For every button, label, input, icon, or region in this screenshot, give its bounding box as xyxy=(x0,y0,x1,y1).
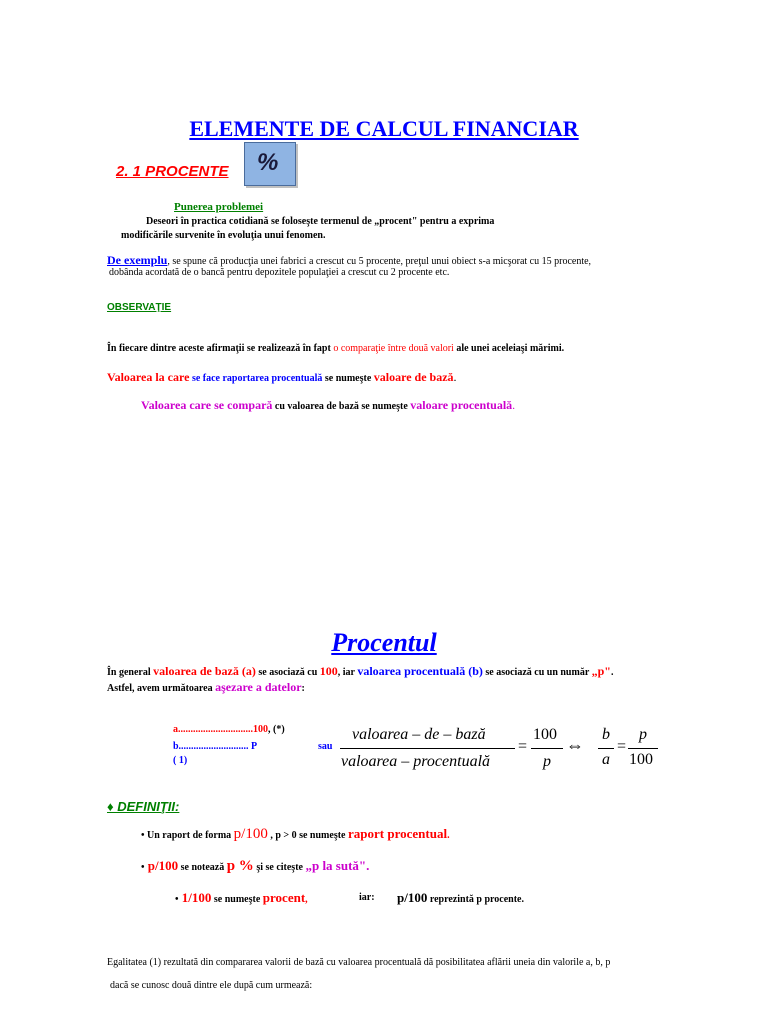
general-9: . xyxy=(610,667,614,678)
base-text-5: . xyxy=(453,370,457,384)
a-denominator: a xyxy=(602,751,610,768)
def2-formula: p/100 xyxy=(144,858,179,873)
p100-bar xyxy=(628,748,658,749)
row-a-dots: a.............................. xyxy=(173,724,253,735)
equation-label: ( 1) xyxy=(173,755,188,766)
observatie-heading: OBSERVAŢIE xyxy=(107,302,172,313)
hundred-denominator: 100 xyxy=(629,751,653,768)
definitii-heading: ♦ DEFINIŢII: xyxy=(107,799,180,814)
obs-line xyxy=(107,343,564,354)
fraction-denominator: valoarea – procentuală xyxy=(341,753,491,770)
pct-text-1: Valoarea care se compară xyxy=(141,398,273,412)
def3-text-7: reprezintă p procente. xyxy=(427,894,524,905)
fraction-numerator: valoarea – de – bază xyxy=(352,726,486,743)
definition-2 xyxy=(141,858,369,875)
def2-text-5: se citeşte xyxy=(262,862,306,873)
row-a-tail: , (*) xyxy=(268,724,285,735)
general-7: se asociază cu un număr xyxy=(482,667,592,678)
pct-text-4: . xyxy=(512,398,516,412)
def1-term: raport procentual xyxy=(348,826,448,841)
pct-text-2: cu valoarea de bază se numeşte xyxy=(272,401,411,412)
procentul-heading: Procentul xyxy=(331,628,437,657)
def3-formula: 1/100 xyxy=(178,890,212,905)
astfel-2: aşezare a datelor xyxy=(215,680,302,694)
equals-sign: = xyxy=(518,738,528,755)
intro-line2: modificările survenite în evoluţia unui fenomen. xyxy=(121,230,326,241)
bullet: • xyxy=(141,830,145,841)
astfel-3: : xyxy=(301,683,305,694)
equals-sign-2: = xyxy=(617,738,627,755)
base-line xyxy=(107,370,457,385)
base-text-1: Valoarea la care xyxy=(107,370,190,384)
example-text: , se spune că producţia unei fabrici a crescut cu 5 procente, preţul unui obiect s-a micşorat cu 15 procente, xyxy=(167,256,592,267)
general-5: , iar xyxy=(337,667,358,678)
base-text-4: valoare de bază xyxy=(373,370,454,384)
def2-notation: p % xyxy=(226,858,254,874)
def1-text-3: , p > 0 se numeşte xyxy=(267,830,348,841)
general-2: valoarea de bază (a) xyxy=(153,664,256,678)
ratio-bar xyxy=(531,748,563,749)
bullet: • xyxy=(175,894,179,905)
sau-label: sau xyxy=(318,741,333,752)
intro-line1: Deseori în practica cotidiană se foloseşte termenul de „procent" pentru a exprima xyxy=(146,216,495,227)
general-4: 100 xyxy=(319,664,338,678)
general-6: valoarea procentuală (b) xyxy=(357,664,483,678)
ratio-denominator: p xyxy=(543,753,551,770)
def2-text-2: se notează xyxy=(178,862,227,873)
general-8: „p" xyxy=(591,664,611,678)
base-text-3: se numeşte xyxy=(322,373,374,384)
def3-formula-2: p/100 xyxy=(397,890,428,905)
percent-icon xyxy=(244,142,296,186)
general-3: se asociază cu xyxy=(255,667,320,678)
def1-text-1: Un raport de forma xyxy=(144,830,234,841)
astfel-line xyxy=(107,680,305,695)
obs-text-1: În fiecare dintre aceste afirmaţii se realizează în fapt xyxy=(107,343,334,354)
fraction-bar xyxy=(340,748,515,749)
pct-text-3: valoare procentuală xyxy=(410,398,513,412)
astfel-1: Astfel, avem următoarea xyxy=(107,683,216,694)
ba-bar xyxy=(598,748,614,749)
def3-comma: , xyxy=(305,894,308,905)
def2-text-4: şi xyxy=(253,862,263,873)
definition-3 xyxy=(175,890,308,906)
section-heading: 2. 1 PROCENTE xyxy=(116,163,229,180)
proportion-row-a xyxy=(173,724,285,735)
footer-line2: dacă se cunosc două dintre ele după cum urmează: xyxy=(110,980,313,991)
general-1: În general xyxy=(107,667,154,678)
def2-reading: „p la sută". xyxy=(305,858,370,873)
def3-term: procent xyxy=(262,890,306,905)
p-numerator: p xyxy=(639,726,647,743)
definition-3-tail xyxy=(397,890,524,906)
example-line1 xyxy=(107,253,591,268)
ratio-numerator: 100 xyxy=(533,726,557,743)
definition-3-iar: iar: xyxy=(359,892,375,903)
pct-line xyxy=(141,398,515,413)
def1-formula: p/100 xyxy=(233,826,268,842)
example-label: De exemplu xyxy=(107,253,168,267)
example-line2: dobânda acordată de o bancă pentru depozitele populaţiei a crescut cu 2 procente etc. xyxy=(109,267,450,278)
bullet: • xyxy=(141,862,145,873)
obs-text-3: ale unei aceleiaşi mărimi. xyxy=(453,343,565,354)
definition-1 xyxy=(141,826,450,843)
iff-arrow: ⇔ xyxy=(566,735,584,755)
percent-icon-glyph: % xyxy=(257,149,279,176)
obs-text-highlight: o comparaţie între două valori xyxy=(333,343,454,354)
footer-line1: Egalitatea (1) rezultată din compararea valorii de bază cu valoarea procentuală dă posibilitatea aflării uneia din valorile a, b, p xyxy=(107,957,611,968)
base-text-2: se face raportarea procentuală xyxy=(189,373,323,384)
def3-text-2: se numeşte xyxy=(211,894,263,905)
intro-heading: Punerea problemei xyxy=(174,201,264,213)
b-numerator: b xyxy=(602,726,610,743)
page-title: ELEMENTE DE CALCUL FINANCIAR xyxy=(189,116,579,141)
row-a-value: 100 xyxy=(253,724,268,735)
def1-dot: . xyxy=(447,830,450,841)
proportion-row-b: b............................ P xyxy=(173,741,258,752)
general-line xyxy=(107,664,613,679)
